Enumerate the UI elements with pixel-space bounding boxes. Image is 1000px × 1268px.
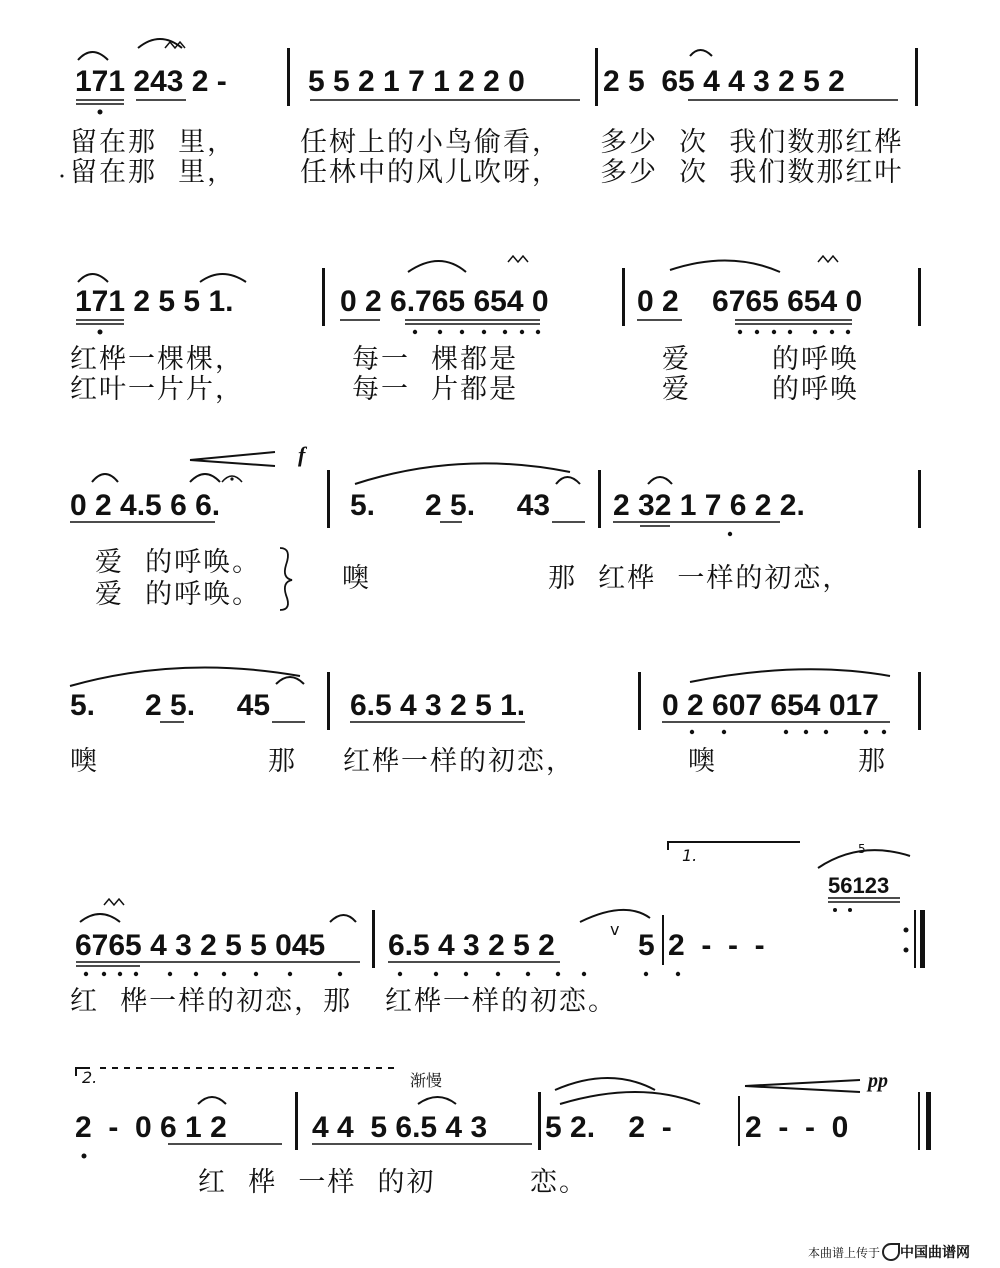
lyric-s4-d: 噢 xyxy=(688,746,717,777)
lyric-s5-b: 红桦一样的初恋。 xyxy=(385,986,617,1017)
notes-s4-m3: 0 2 607 654 017 xyxy=(662,689,879,722)
notes-s2-m3: 0 2 6765 654 0 xyxy=(637,285,863,318)
lyric-s2-v2-b: 每一 片都是 xyxy=(352,374,519,405)
tempo-ritardando: 渐慢 xyxy=(410,1071,443,1090)
notes-s1-m1: 171 243 2 - xyxy=(75,65,227,98)
lyric-s5-a: 红 桦一样的初恋，那 xyxy=(70,986,353,1017)
lyric-s2-v1-a: 红桦一棵棵， xyxy=(70,344,244,375)
lyric-s2-v2-c: 爱 xyxy=(662,374,691,405)
volta-2: 2. xyxy=(82,1068,98,1087)
notes-s4-m1: 5. 2 5. 45 xyxy=(70,689,271,722)
notes-s5-m3: 5 xyxy=(638,929,655,962)
lyric-s6-a: 红 桦 一样 的初 xyxy=(198,1167,436,1198)
notes-s1-m2: 5 5 2 1 7 1 2 2 0 xyxy=(308,65,525,98)
notes-s6-m2: 4 4 5 6.5 4 3 xyxy=(312,1111,488,1144)
notes-s4-m2: 6.5 4 3 2 5 1. xyxy=(350,689,526,722)
footer-site-name[interactable]: 中国曲谱网 xyxy=(900,1245,970,1261)
lyric-s3-joint-b: 那 红桦 一样的初恋， xyxy=(548,563,852,594)
grace-notes: 56123 xyxy=(828,873,890,898)
lyric-s3-v2: 爱 的呼唤。 xyxy=(95,579,262,610)
lyric-s2-v1-b: 每一 棵都是 xyxy=(352,344,519,375)
notes-s6-m1: 2 - 0 6 1 2 xyxy=(75,1111,227,1144)
lyric-s1-v1-a: 留在那 里， xyxy=(70,127,237,158)
volta-1: 1. xyxy=(682,846,698,865)
notes-s3-m1: 0 2 4.5 6 6. xyxy=(70,489,221,522)
notes-s2-m2: 0 2 6.765 654 0 xyxy=(340,285,549,318)
lyric-s4-e: 那 xyxy=(858,746,887,777)
lyric-s3-v1: 爱 的呼唤。 xyxy=(95,547,262,578)
site-logo-icon xyxy=(882,1243,900,1261)
dynamic-forte: f xyxy=(298,442,306,467)
lyric-s1-v2-a: 留在那 里， xyxy=(70,157,237,188)
notes-s3-m3: 2 32 1 7 6 2 2. xyxy=(613,489,805,522)
notes-s3-m2: 5. 2 5. 43 xyxy=(350,489,551,522)
lyric-s2-v2-a: 红叶一片片， xyxy=(70,374,244,405)
notes-s1-m3: 2 5 65 4 4 3 2 5 2 xyxy=(603,65,845,98)
lyric-s4-a: 噢 xyxy=(70,746,99,777)
notes-s6-m4: 2 - - 0 xyxy=(745,1111,849,1144)
lyric-s2-v1-c: 爱 xyxy=(662,344,691,375)
lyric-s2-v2-d: 的呼唤 xyxy=(772,374,859,405)
lyric-s1-v2-b: 任林中的风儿吹呀， xyxy=(300,157,561,188)
lyric-s4-b: 那 xyxy=(268,746,297,777)
breath-mark: v xyxy=(610,920,620,939)
lyric-s1-v1-b: 任树上的小鸟偷看， xyxy=(300,127,561,158)
lyric-s1-v2-c: 多少 次 我们数那红叶 xyxy=(600,157,904,188)
dynamic-pianissimo: pp xyxy=(868,1070,888,1092)
notes-s5-m2: 6.5 4 3 2 5 2 xyxy=(388,929,555,962)
notes-s2-m1: 171 2 5 5 1. xyxy=(75,285,234,318)
lyric-s3-joint-a: 噢 xyxy=(342,563,371,594)
notes-s6-m3: 5 2. 2 - xyxy=(545,1111,672,1144)
lyric-s2-v1-d: 的呼唤 xyxy=(772,344,859,375)
footer-upload-text: 本曲谱上传于 xyxy=(808,1246,881,1260)
lyric-s1-v1-c: 多少 次 我们数那红桦 xyxy=(600,127,904,158)
notes-s5-m4: 2 - - - xyxy=(668,929,765,962)
grace-superscript: 5 xyxy=(858,842,866,856)
lyric-s4-c: 红桦一样的初恋， xyxy=(343,746,575,777)
lyric-s6-b: 恋。 xyxy=(530,1167,588,1198)
notes-s5-m1: 6765 4 3 2 5 5 045 xyxy=(75,929,326,962)
